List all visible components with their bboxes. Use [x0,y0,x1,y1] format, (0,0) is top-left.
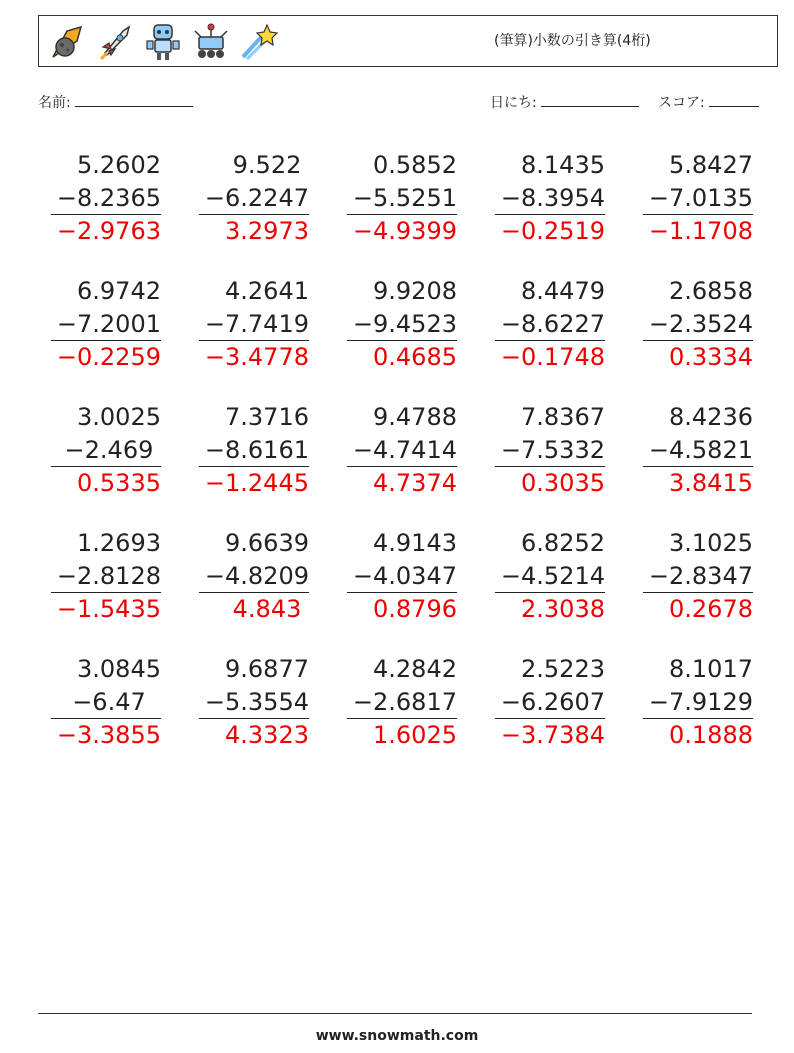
answer: 0.3334 [669,343,753,371]
subtrahend: −7.5332 [495,434,605,468]
problem-18 [347,527,457,626]
minuend: 2.6858 [669,277,753,305]
name-label: 名前: [38,95,71,111]
minuend: 7.8367 [521,403,605,431]
date-blank[interactable] [541,92,639,107]
answer: 1.6025 [373,721,457,749]
problem-17 [199,527,309,626]
problem-3 [347,149,457,248]
problem-4 [495,149,605,248]
name-field [38,92,193,112]
problem-6 [51,275,161,374]
problem-20 [643,527,753,626]
answer: −0.2519 [500,217,605,245]
subtrahend: −7.0135 [643,182,753,216]
answer: −1.1708 [648,217,753,245]
answer: −1.5435 [56,595,161,623]
answer: 0.5335 [77,469,161,497]
score-label: スコア: [658,95,705,111]
minuend: 8.4236 [669,403,753,431]
footer-site: www.snowmath.com [315,1028,479,1044]
answer: −2.9763 [56,217,161,245]
subtrahend: −4.5821 [643,434,753,468]
minuend: 4.2842 [373,655,457,683]
minuend: 4.2641 [225,277,309,305]
answer: 2.3038 [521,595,605,623]
minuend: 8.4479 [521,277,605,305]
answer: 0.3035 [521,469,605,497]
minuend: 5.8427 [669,151,753,179]
subtrahend: −6.2247 [199,182,309,216]
answer: 4.3323 [225,721,309,749]
problem-12 [199,401,309,500]
subtrahend: −8.2365 [51,182,161,216]
rocket-icon [95,21,135,63]
answer: 3.2973 [225,217,309,245]
minuend: 1.2693 [77,529,161,557]
footer-divider [38,1013,752,1014]
score-field [658,92,759,112]
problem-5 [643,149,753,248]
minuend: 9.6877 [225,655,309,683]
subtrahend: −4.5214 [495,560,605,594]
subtrahend: −8.6227 [495,308,605,342]
subtrahend: −4.8209 [199,560,309,594]
problem-25 [643,653,753,752]
date-label: 日にち: [490,95,537,111]
answer: −4.9399 [352,217,457,245]
minuend: 8.1435 [521,151,605,179]
minuend: 3.1025 [669,529,753,557]
minuend: 0.5852 [373,151,457,179]
subtrahend: −5.3554 [199,686,309,720]
problem-13 [347,401,457,500]
answer: 0.1888 [669,721,753,749]
subtrahend: −4.0347 [347,560,457,594]
subtrahend: −7.9129 [643,686,753,720]
answer: 4.843 [232,595,309,623]
problem-9 [495,275,605,374]
subtrahend: −2.3524 [643,308,753,342]
subtrahend: −2.8128 [51,560,161,594]
meteor-icon [47,21,87,63]
minuend: 7.3716 [225,403,309,431]
subtrahend: −5.5251 [347,182,457,216]
subtrahend: −6.47 [51,686,161,720]
problem-14 [495,401,605,500]
problem-21 [51,653,161,752]
subtrahend: −2.469 [51,434,161,468]
minuend: 9.6639 [225,529,309,557]
problem-7 [199,275,309,374]
rover-icon [191,21,231,63]
subtrahend: −6.2607 [495,686,605,720]
problem-15 [643,401,753,500]
subtrahend: −2.6817 [347,686,457,720]
minuend: 6.9742 [77,277,161,305]
worksheet-title: (筆算)小数の引き算(4桁) [494,33,651,49]
answer: −3.4778 [204,343,309,371]
name-blank[interactable] [75,92,193,107]
header-icons [47,21,279,63]
answer: 3.8415 [669,469,753,497]
problem-11 [51,401,161,500]
minuend: 2.5223 [521,655,605,683]
subtrahend: −8.6161 [199,434,309,468]
answer: −1.2445 [204,469,309,497]
minuend: 9.9208 [373,277,457,305]
problem-2 [199,149,309,248]
problem-23 [347,653,457,752]
date-field [490,92,639,112]
minuend: 3.0845 [77,655,161,683]
subtrahend: −7.7419 [199,308,309,342]
problem-8 [347,275,457,374]
robot-icon [143,21,183,63]
answer: −0.2259 [56,343,161,371]
problem-10 [643,275,753,374]
shooting-star-icon [239,21,279,63]
problem-19 [495,527,605,626]
answer: −0.1748 [500,343,605,371]
subtrahend: −2.8347 [643,560,753,594]
minuend: 3.0025 [77,403,161,431]
answer: −3.7384 [500,721,605,749]
subtrahend: −9.4523 [347,308,457,342]
subtrahend: −7.2001 [51,308,161,342]
answer: 0.8796 [373,595,457,623]
answer: 0.2678 [669,595,753,623]
answer: 0.4685 [373,343,457,371]
worksheet-header [38,15,778,67]
problem-1 [51,149,161,248]
problem-22 [199,653,309,752]
answer: 4.7374 [373,469,457,497]
minuend: 5.2602 [77,151,161,179]
minuend: 9.522 [232,151,309,179]
problem-24 [495,653,605,752]
minuend: 6.8252 [521,529,605,557]
minuend: 9.4788 [373,403,457,431]
minuend: 8.1017 [669,655,753,683]
answer: −3.3855 [56,721,161,749]
score-blank[interactable] [709,92,759,107]
subtrahend: −4.7414 [347,434,457,468]
problem-16 [51,527,161,626]
subtrahend: −8.3954 [495,182,605,216]
minuend: 4.9143 [373,529,457,557]
